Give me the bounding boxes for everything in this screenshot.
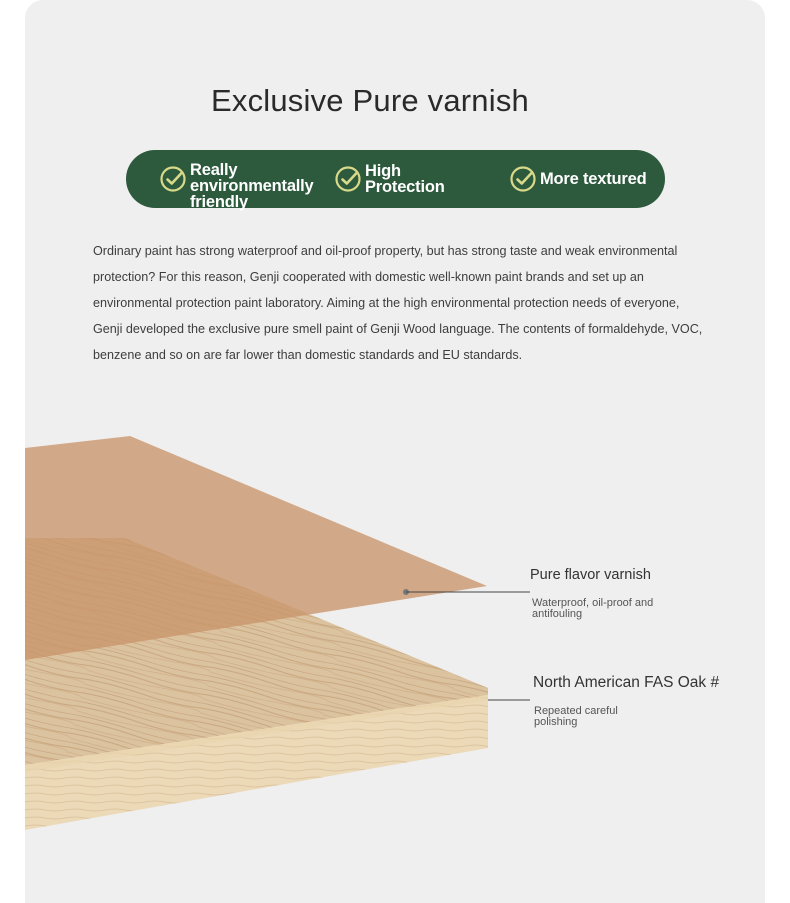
callout-oak-title: North American FAS Oak # — [533, 674, 720, 691]
feature-texture — [510, 150, 650, 208]
feature-label: More textured — [540, 170, 647, 188]
description-text: Ordinary paint has strong waterproof and oil-proof property, but has strong taste and weak environmental protection? For this reason, Genji cooperated with domestic well-known paint brands and set up an environmental protection paint laboratory. Aiming at the high environmental protection needs of everyone, Genji developed the exclusive pure smell paint of Genji Wood language. The contents of formaldehyde, VOC, benzene and so on are far lower than domestic standards and EU standards. — [93, 244, 703, 362]
feature-eco — [160, 150, 314, 211]
feature-label: High Protection — [365, 162, 445, 196]
callout-oak-subtitle: Repeated careful polishing — [534, 705, 618, 728]
check-circle-icon — [510, 166, 536, 192]
check-circle-icon — [335, 166, 361, 192]
wood-layers-illustration — [25, 430, 765, 903]
callout-varnish-subtitle: Waterproof, oil-proof and antifouling — [532, 597, 654, 620]
page-title: Exclusive Pure varnish — [211, 83, 529, 118]
feature-label: Really environmentally friendly — [190, 161, 314, 211]
feature-protection — [335, 150, 455, 208]
features-banner — [126, 150, 665, 211]
check-circle-icon — [160, 166, 186, 192]
callout-varnish-title: Pure flavor varnish — [530, 567, 651, 583]
product-detail-card — [25, 0, 765, 903]
